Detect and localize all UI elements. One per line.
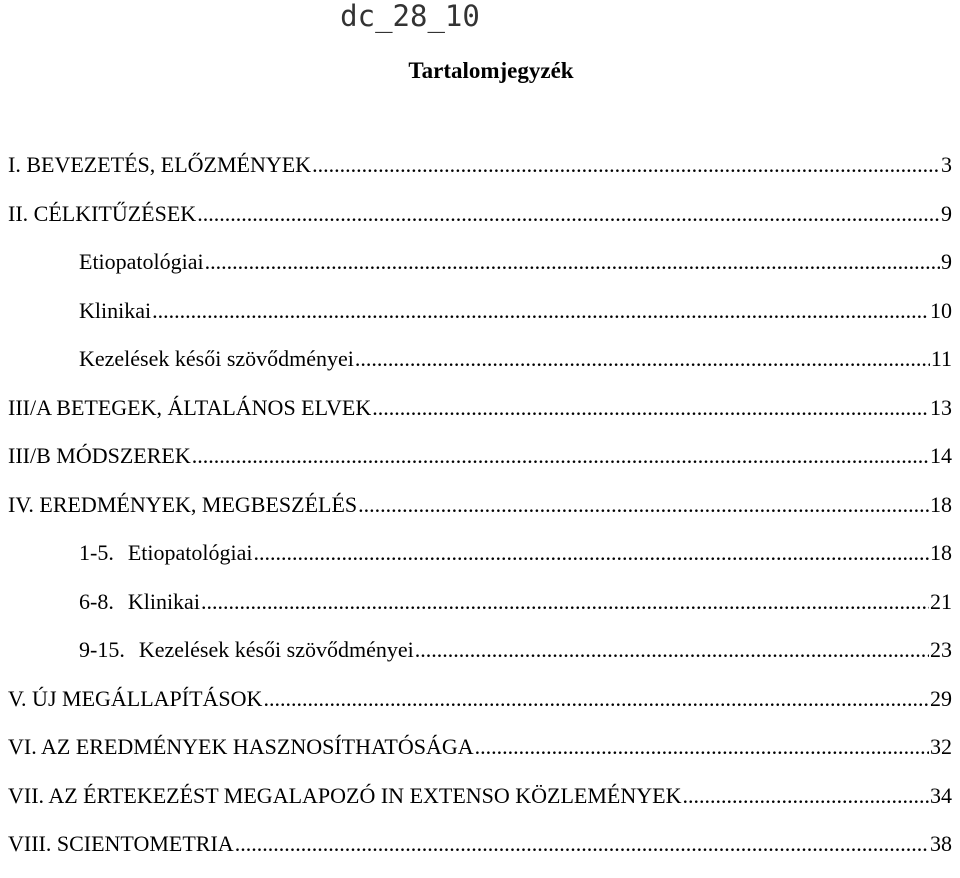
toc-dot-leader bbox=[358, 490, 929, 520]
toc-dot-leader bbox=[263, 684, 929, 714]
toc-entry-page: 34 bbox=[930, 782, 952, 808]
toc-entry-label bbox=[79, 587, 200, 617]
toc-entry-page: 23 bbox=[930, 637, 952, 662]
toc-dot-leader bbox=[192, 441, 929, 471]
toc-entry[interactable] bbox=[8, 393, 952, 442]
toc-dot-leader bbox=[201, 587, 929, 617]
toc-entry[interactable] bbox=[8, 587, 952, 636]
toc-dot-leader bbox=[355, 344, 930, 374]
toc-entry-label bbox=[79, 635, 414, 665]
toc-entry[interactable] bbox=[8, 732, 952, 781]
toc-dot-leader bbox=[475, 732, 929, 762]
toc-dot-leader bbox=[682, 781, 929, 811]
toc-title: Tartalomjegyzék bbox=[408, 58, 574, 83]
document-code: dc_28_10 bbox=[340, 0, 480, 33]
toc-entry-text: Etiopatológiai bbox=[127, 540, 253, 565]
toc-entry-number: 1-5. bbox=[79, 540, 114, 565]
toc-entry[interactable] bbox=[8, 150, 952, 199]
toc-entry-label: VI. AZ EREDMÉNYEK HASZNOSÍTHATÓSÁGA bbox=[8, 734, 474, 759]
toc-entry-page: 9 bbox=[941, 249, 952, 274]
toc-entry-page: 13 bbox=[930, 394, 952, 420]
toc-entry[interactable] bbox=[8, 635, 952, 684]
toc-entry-text: Kezelések késői szövődményei bbox=[138, 637, 414, 662]
toc-dot-leader bbox=[372, 393, 929, 423]
toc-entry-page: 21 bbox=[930, 588, 952, 614]
toc-entry-label: IV. EREDMÉNYEK, MEGBESZÉLÉS bbox=[8, 491, 358, 517]
toc-dot-leader bbox=[415, 635, 929, 665]
toc-entry-text: Klinikai bbox=[127, 588, 200, 614]
toc-entry-label: V. ÚJ MEGÁLLAPÍTÁSOK bbox=[8, 685, 263, 711]
toc-dot-leader bbox=[312, 150, 940, 180]
toc-entry[interactable] bbox=[8, 538, 952, 587]
toc-entry-page: 14 bbox=[930, 443, 952, 468]
toc-entry-label: Klinikai bbox=[79, 297, 152, 323]
toc-dot-leader bbox=[152, 296, 929, 326]
toc-entry-page: 18 bbox=[930, 491, 952, 517]
toc-entry-label: I. BEVEZETÉS, ELŐZMÉNYEK bbox=[8, 152, 312, 177]
toc-entry-page: 38 bbox=[930, 831, 952, 856]
toc-entry-page: 11 bbox=[930, 346, 952, 371]
toc-entry-page: 32 bbox=[930, 734, 952, 759]
toc-entry[interactable] bbox=[8, 490, 952, 539]
toc-entry-label: Kezelések késői szövődményei bbox=[79, 346, 354, 371]
toc-entry-page: 10 bbox=[930, 297, 952, 323]
toc-entry-label: II. CÉLKITŰZÉSEK bbox=[8, 200, 197, 226]
toc-entry-label: VIII. SCIENTOMETRIA bbox=[8, 831, 234, 856]
toc-entry[interactable] bbox=[8, 441, 952, 490]
toc-entry-page: 3 bbox=[941, 152, 952, 177]
toc-entry-label: III/B MÓDSZEREK bbox=[8, 443, 191, 468]
toc-entry-label: Etiopatológiai bbox=[79, 249, 204, 274]
toc-entry-label: III/A BETEGEK, ÁLTALÁNOS ELVEK bbox=[8, 394, 372, 420]
toc-dot-leader bbox=[235, 829, 929, 859]
toc-list bbox=[8, 150, 952, 878]
toc-dot-leader bbox=[205, 247, 940, 277]
toc-entry-number: 6-8. bbox=[79, 588, 114, 614]
toc-entry[interactable] bbox=[8, 781, 952, 830]
toc-entry[interactable] bbox=[8, 296, 952, 345]
toc-entry-page: 29 bbox=[930, 685, 952, 711]
toc-entry-label bbox=[79, 538, 252, 568]
toc-entry-label: VII. AZ ÉRTEKEZÉST MEGALAPOZÓ IN EXTENSO KÖZLEMÉNYEK bbox=[8, 782, 682, 808]
toc-dot-leader bbox=[253, 538, 929, 568]
toc-entry[interactable] bbox=[8, 684, 952, 733]
toc-entry[interactable] bbox=[8, 247, 952, 296]
toc-entry[interactable] bbox=[8, 344, 952, 393]
toc-entry[interactable] bbox=[8, 199, 952, 248]
toc-entry-page: 18 bbox=[930, 540, 952, 565]
toc-dot-leader bbox=[197, 199, 940, 229]
toc-entry-page: 9 bbox=[941, 200, 952, 226]
toc-entry[interactable] bbox=[8, 829, 952, 878]
toc-entry-number: 9-15. bbox=[79, 637, 125, 662]
